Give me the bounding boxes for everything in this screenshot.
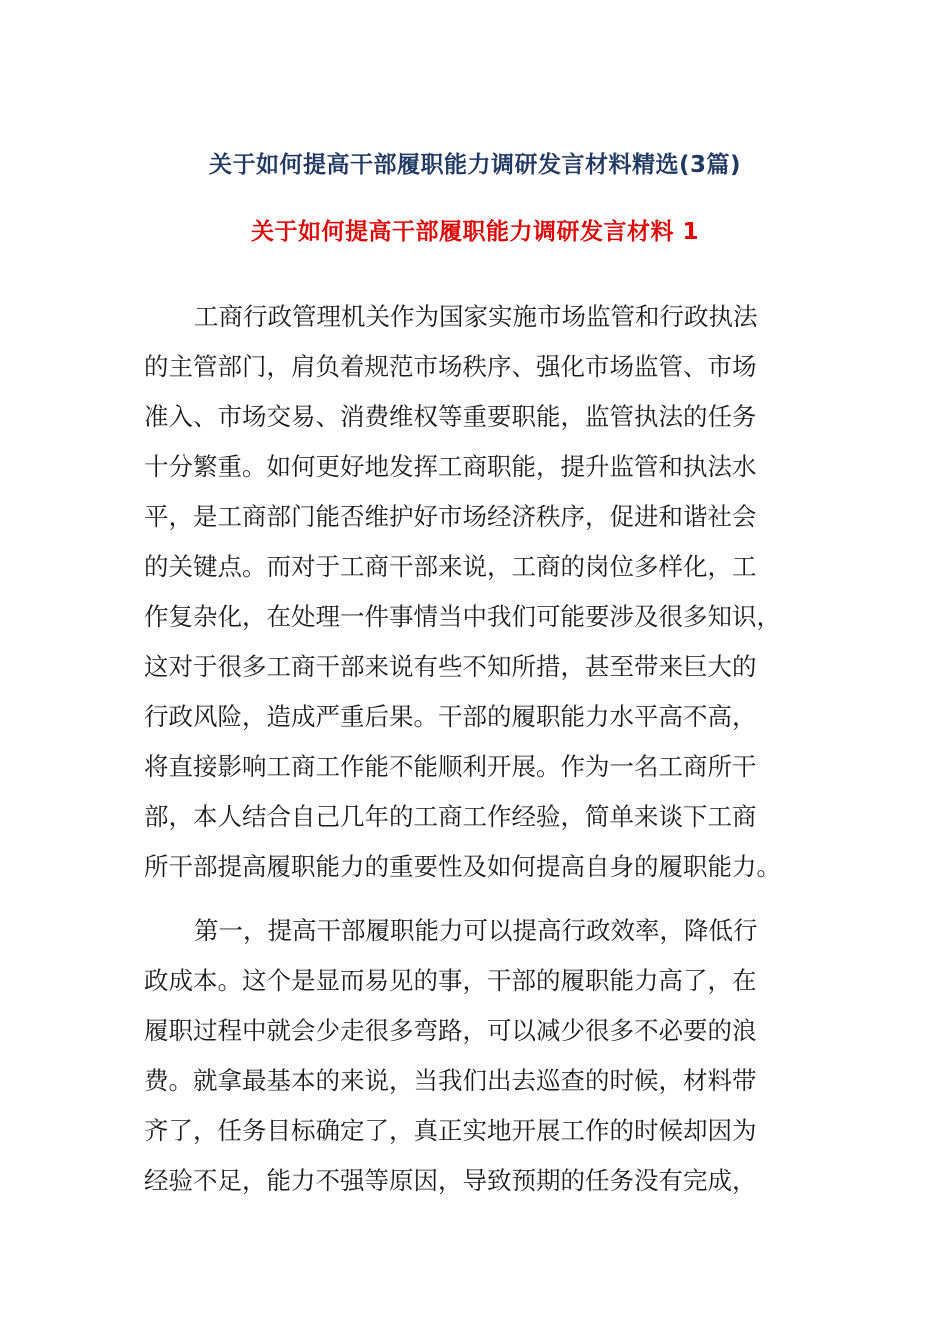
paragraph-line: 将直接影响工商工作能不能顺利开展。作为一名工商所干 — [144, 752, 757, 781]
paragraph-line: 作复杂化，在处理一件事情当中我们可能要涉及很多知识， — [144, 602, 781, 631]
paragraph-2 — [144, 906, 804, 1206]
paragraph-line: 行政风险，造成严重后果。干部的履职能力水平高不高， — [144, 702, 757, 731]
paragraph-line: 经验不足，能力不强等原因，导致预期的任务没有完成， — [144, 1166, 757, 1195]
paragraph-line: 第一，提高干部履职能力可以提高行政效率，降低行 — [194, 916, 758, 945]
paragraph-line: 这对于很多工商干部来说有些不知所措，甚至带来巨大的 — [144, 652, 757, 681]
paragraph-line: 工商行政管理机关作为国家实施市场监管和行政执法 — [194, 302, 758, 331]
section-heading: 关于如何提高干部履职能力调研发言材料 1 — [250, 219, 699, 245]
paragraph-line: 费。就拿最基本的来说，当我们出去巡查的时候，材料带 — [144, 1066, 757, 1095]
paragraph-line: 的关键点。而对于工商干部来说，工商的岗位多样化，工 — [144, 552, 757, 581]
paragraph-line: 平，是工商部门能否维护好市场经济秩序，促进和谐社会 — [144, 502, 757, 531]
paragraph-line: 准入、市场交易、消费维权等重要职能，监管执法的任务 — [144, 402, 757, 431]
paragraph-line: 齐了，任务目标确定了，真正实地开展工作的时候却因为 — [144, 1116, 757, 1145]
paragraph-line: 履职过程中就会少走很多弯路，可以减少很多不必要的浪 — [144, 1016, 757, 1045]
document-title: 关于如何提高干部履职能力调研发言材料精选(3篇) — [208, 152, 742, 178]
paragraph-line: 政成本。这个是显而易见的事，干部的履职能力高了，在 — [144, 966, 757, 995]
paragraph-line: 十分繁重。如何更好地发挥工商职能，提升监管和执法水 — [144, 452, 757, 481]
paragraph-line: 所干部提高履职能力的重要性及如何提高自身的履职能力。 — [144, 852, 781, 881]
paragraph-1 — [144, 292, 804, 892]
paragraph-line: 的主管部门，肩负着规范市场秩序、强化市场监管、市场 — [144, 352, 757, 381]
paragraph-line: 部，本人结合自己几年的工商工作经验，简单来谈下工商 — [144, 802, 757, 831]
